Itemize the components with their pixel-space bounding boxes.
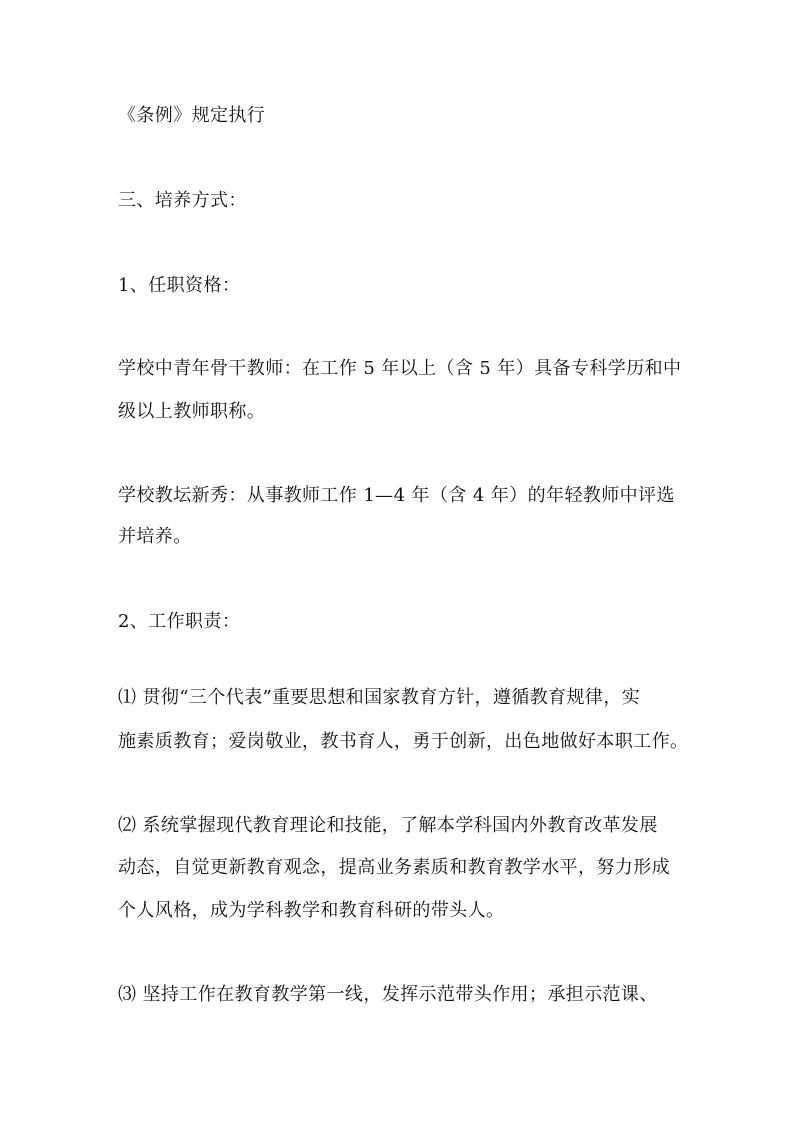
subsection-heading: 2、工作职责：: [118, 611, 241, 632]
text-line: ⑵ 系统掌握现代教育理论和技能，了解本学科国内外教育改革发展: [118, 815, 658, 836]
text-line: 并培养。: [118, 526, 192, 547]
text-line: 施素质教育；爱岗敬业，教书育人，勇于创新，出色地做好本职工作。: [118, 731, 689, 752]
text-line: 学校中青年骨干教师：在工作 5 年以上（含 5 年）具备专科学历和中: [118, 358, 682, 379]
text-line: 级以上教师职称。: [118, 401, 266, 422]
section-heading: 三、培养方式：: [118, 190, 247, 211]
text-line: ⑴ 贯彻“三个代表”重要思想和国家教育方针，遵循教育规律，实: [118, 687, 641, 708]
text-line: 个人风格，成为学科教学和教育科研的带头人。: [118, 900, 505, 921]
text-line: 动态，自觉更新教育观念，提高业务素质和教育教学水平，努力形成: [118, 857, 670, 878]
text-line: 学校教坛新秀：从事教师工作 1—4 年（含 4 年）的年轻教师中评选: [118, 485, 675, 506]
subsection-heading: 1、任职资格：: [118, 275, 241, 296]
text-line: 《条例》规定执行: [118, 105, 266, 126]
text-line: ⑶ 坚持工作在教育教学第一线，发挥示范带头作用；承担示范课、: [118, 984, 658, 1005]
